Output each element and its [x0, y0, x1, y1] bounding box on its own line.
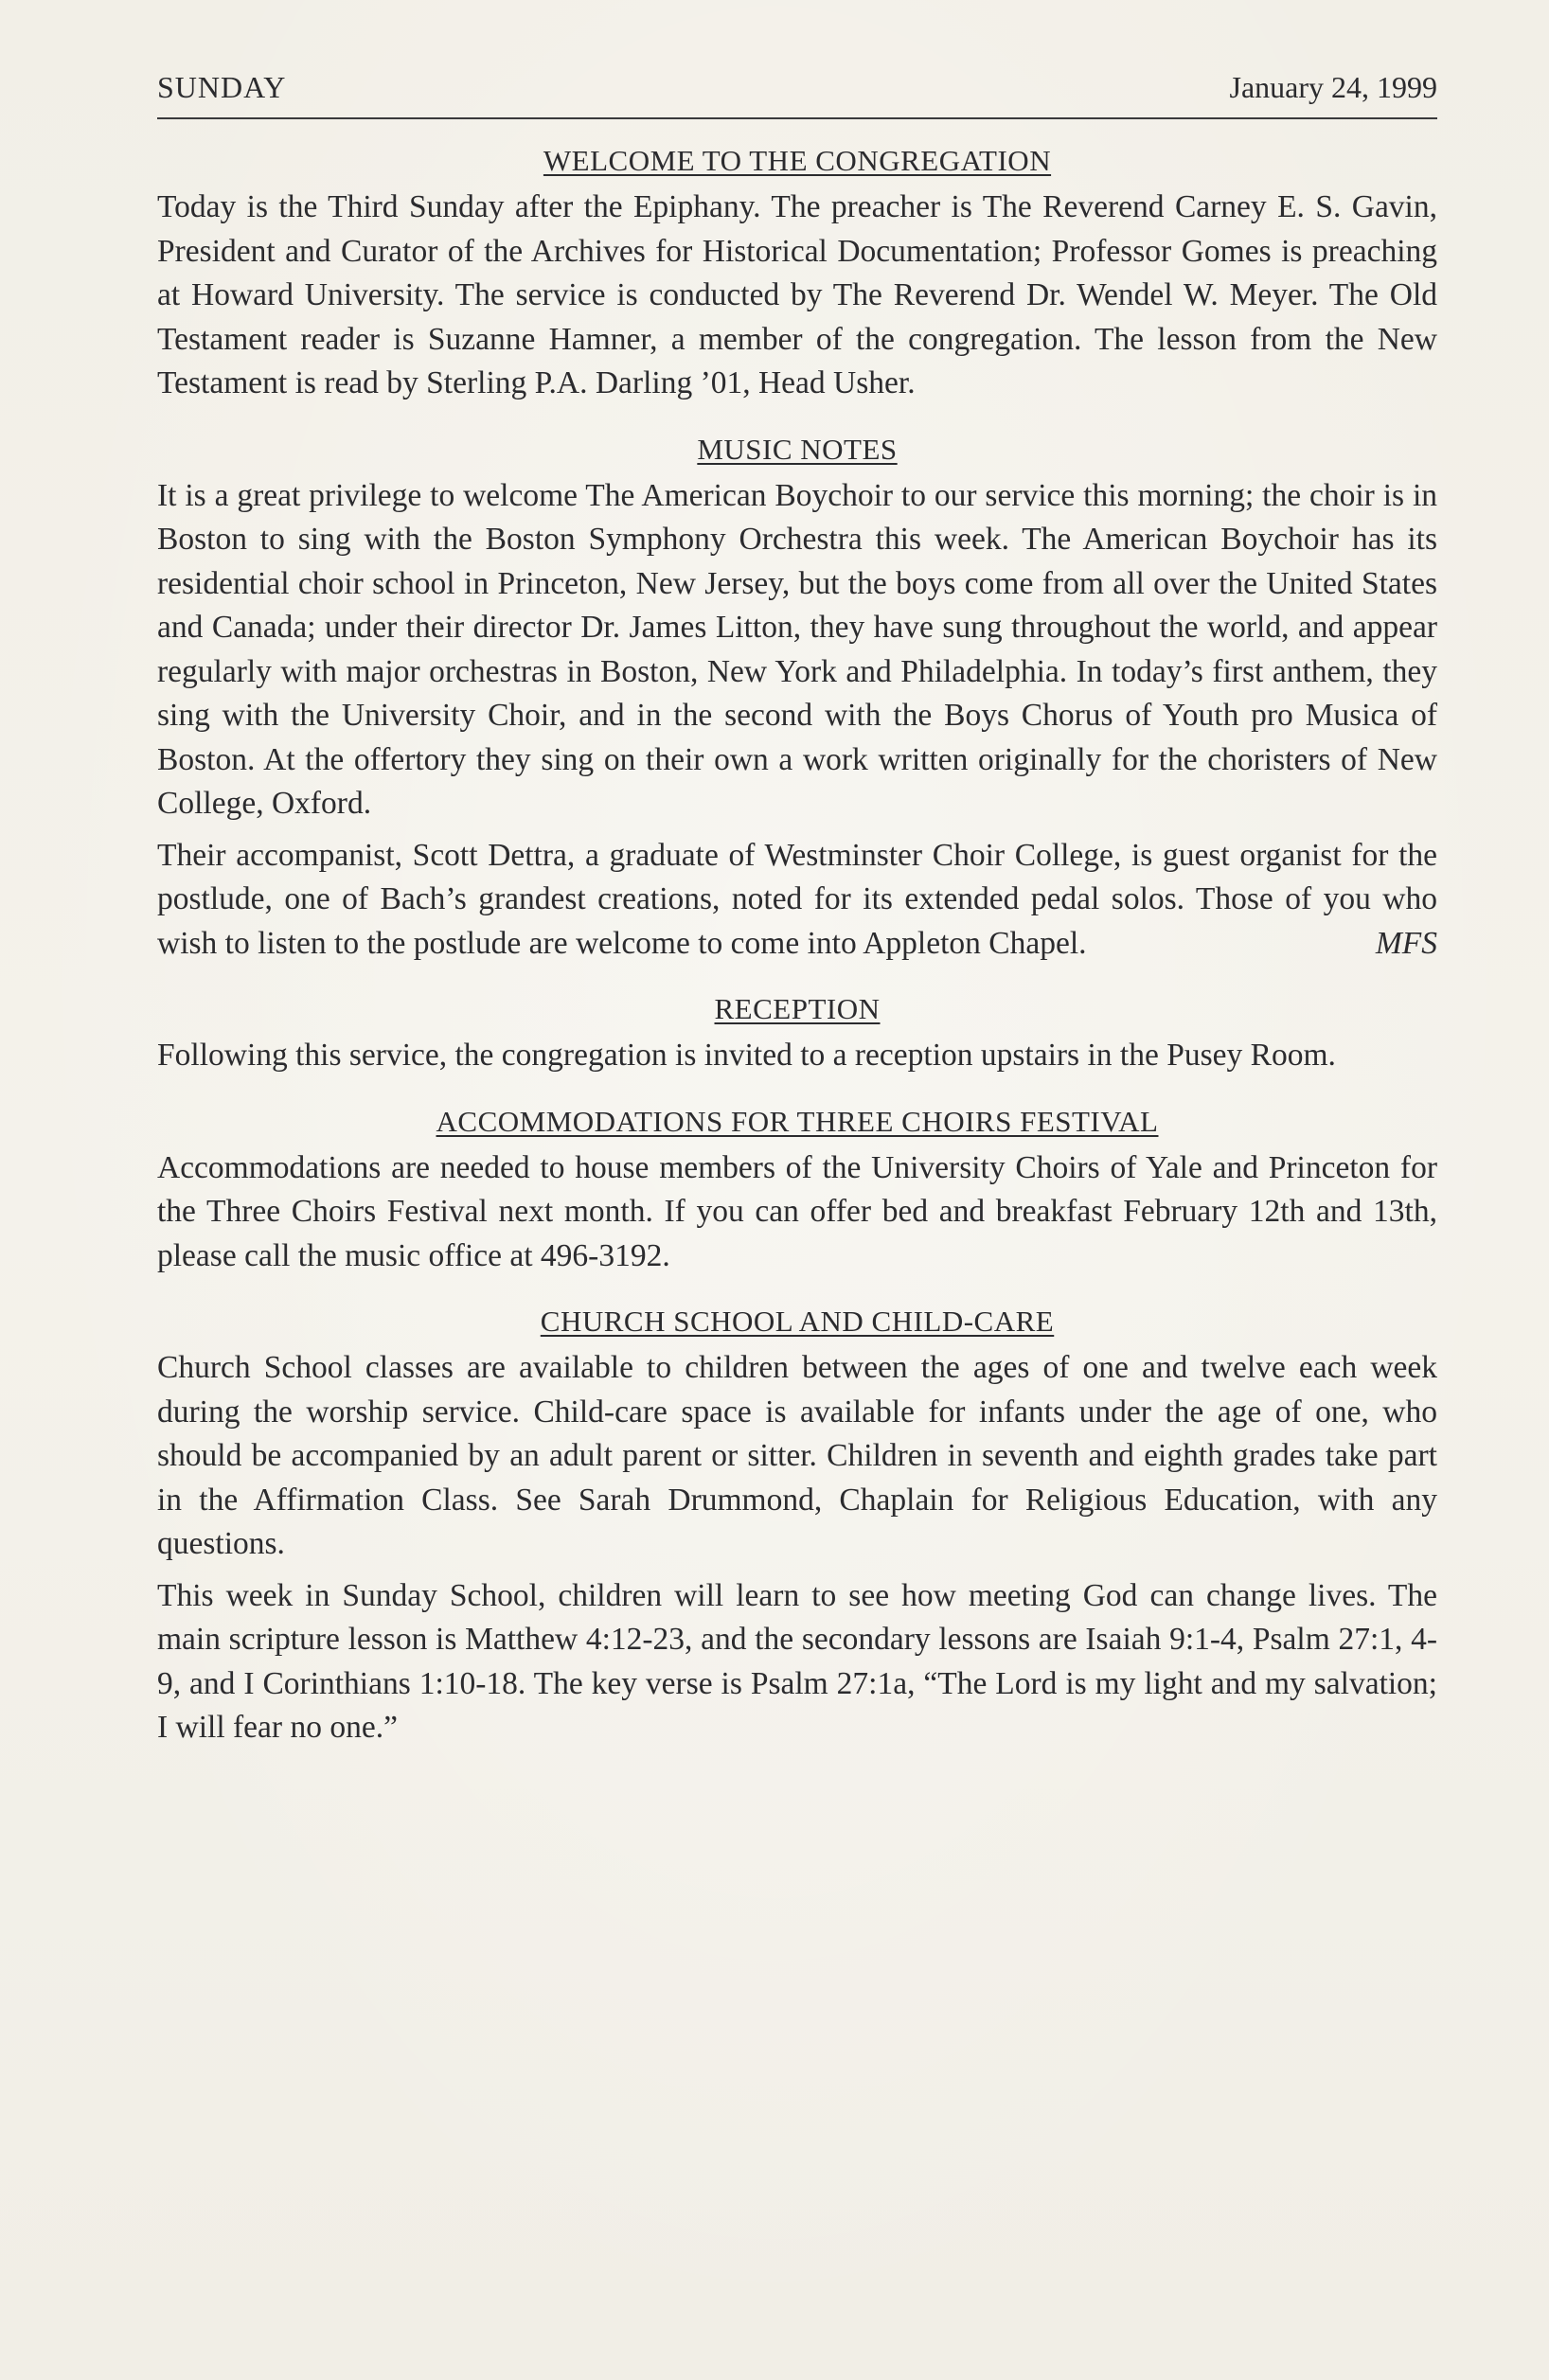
- section-paragraph: This week in Sunday School, children will learn to see how meeting God can change lives. The main scripture lesson is Matthew 4:12-23, and the secondary lessons are Isaiah 9:1-4, Psalm 27:1, 4-9, and I Corinthians 1:10-18. The key verse is Psalm 27:1a, “The Lord is my light and my salvation; I will fear no one.”: [157, 1577, 1437, 1745]
- section-title: WELCOME TO THE CONGREGATION: [543, 144, 1052, 177]
- section-accommodations: [157, 1103, 1437, 1279]
- section-title: ACCOMMODATIONS FOR THREE CHOIRS FESTIVAL: [436, 1104, 1159, 1138]
- section-title: MUSIC NOTES: [697, 432, 898, 466]
- author-initials: MFS: [1375, 925, 1437, 961]
- section-paragraph: Today is the Third Sunday after the Epiphany. The preacher is The Reverend Carney E. S. Gavin, President and Curator of the Archives for Historical Documentation; Professor Gomes is preaching at Howard University. The service is conducted by The Reverend Dr. Wendel W. Meyer. The Old Testament reader is Suzanne Hamner, a member of the congregation. The lesson from the New Testament is read by Sterling P.A. Darling ’01, Head Usher.: [157, 189, 1437, 400]
- section-music-notes: [157, 431, 1437, 967]
- header-day: SUNDAY: [157, 70, 287, 104]
- section-welcome: [157, 142, 1437, 406]
- section-paragraph: Church School classes are available to children between the ages of one and twelve each week during the worship service. Child-care space is available for infants under the age of one, who should be accompanied by an adult parent or sitter. Children in seventh and eighth grades take part in the Affirmation Class. See Sarah Drummond, Chaplain for Religious Education, with any questions.: [157, 1350, 1437, 1561]
- section-paragraph: Following this service, the congregation is invited to a reception upstairs in the Pusey Room.: [157, 1038, 1336, 1073]
- bulletin-content: [157, 142, 1437, 1775]
- section-paragraph-text: Their accompanist, Scott Dettra, a graduate of Westminster Choir College, is guest organist for the postlude, one of Bach’s grandest creations, noted for its extended pedal solos. Those of you who wish to listen to the postlude are welcome to come into Appleton Chapel.: [157, 837, 1437, 961]
- section-title: CHURCH SCHOOL AND CHILD-CARE: [540, 1305, 1055, 1338]
- section-paragraph-with-signature: [157, 834, 1437, 967]
- page-header: [157, 70, 1437, 119]
- section-paragraph: Accommodations are needed to house members of the University Choirs of Yale and Princeton for the Three Choirs Festival next month. If you can offer bed and breakfast February 12th and 13th, please call the music office at 496-3192.: [157, 1149, 1437, 1273]
- section-reception: [157, 990, 1437, 1078]
- header-date: January 24, 1999: [1229, 70, 1437, 104]
- section-title: RECEPTION: [714, 992, 881, 1025]
- section-paragraph: It is a great privilege to welcome The American Boychoir to our service this morning; the choir is in Boston to sing with the Boston Symphony Orchestra this week. The American Boychoir has its residential choir school in Princeton, New Jersey, but the boys come from all over the United States and Canada; under their director Dr. James Litton, they have sung throughout the world, and appear regularly with major orchestras in Boston, New York and Philadelphia. In today’s first anthem, they sing with the University Choir, and in the second with the Boys Chorus of Youth pro Musica of Boston. At the offertory they sing on their own a work written originally for the choristers of New College, Oxford.: [157, 477, 1437, 821]
- section-church-school: [157, 1303, 1437, 1750]
